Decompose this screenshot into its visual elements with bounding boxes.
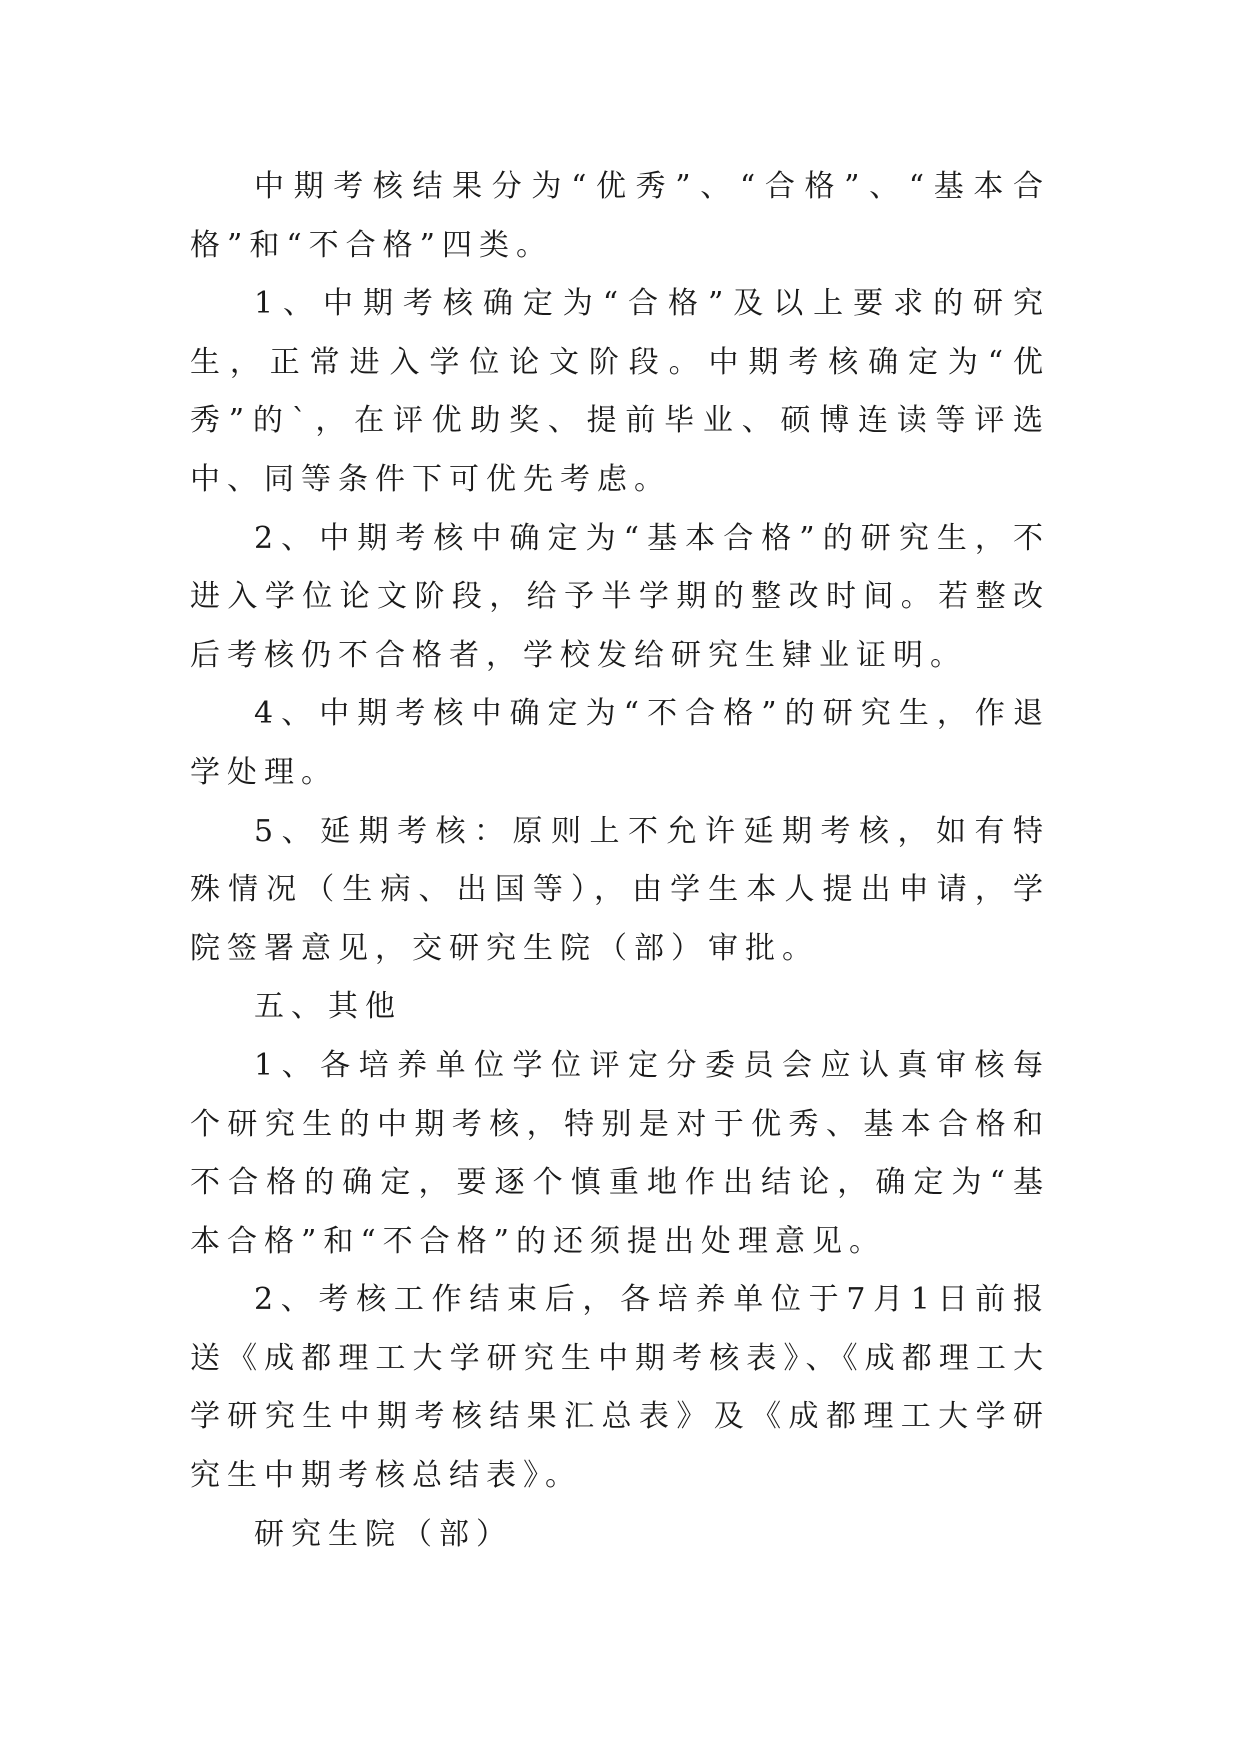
paragraph-deferred-review: 5、延期考核：原则上不允许延期考核，如有特殊情况（生病、出国等），由学生本人提出申请，学院签署意见，交研究生院（部）审批。 [190,813,1050,966]
paragraph-basic-qualified: 2、中期考核中确定为“基本合格”的研究生，不进入学位论文阶段，给予半学期的整改时间。若整改后考核仍不合格者，学校发给研究生肄业证明。 [190,520,1050,673]
section-heading-other: 五、其他 [254,989,402,1025]
paragraph-committee-review: 1、各培养单位学位评定分委员会应认真审核每个研究生的中期考核，特别是对于优秀、基本合格和不合格的确定，要逐个慎重地作出结论，确定为“基本合格”和“不合格”的还须提出处理意见。 [190,1047,1050,1259]
paragraph-qualified: 1、中期考核确定为“合格”及以上要求的研究生，正常进入学位论文阶段。中期考核确定为“优秀”的`，在评优助奖、提前毕业、硕博连读等评选中、同等条件下可优先考虑。 [190,286,1050,497]
paragraph-unqualified: 4、中期考核中确定为“不合格”的研究生，作退学处理。 [190,696,1050,790]
paragraph-submission: 2、考核工作结束后，各培养单位于7月1日前报送《成都理工大学研究生中期考核表》、《成都理工大学研究生中期考核结果汇总表》及《成都理工大学研究生中期考核总结表》。 [190,1282,1050,1494]
signature: 研究生院（部） [254,1516,513,1552]
paragraph-result-categories: 中期考核结果分为“优秀”、“合格”、“基本合格”和“不合格”四类。 [190,169,1050,263]
document-body [190,158,1050,1564]
